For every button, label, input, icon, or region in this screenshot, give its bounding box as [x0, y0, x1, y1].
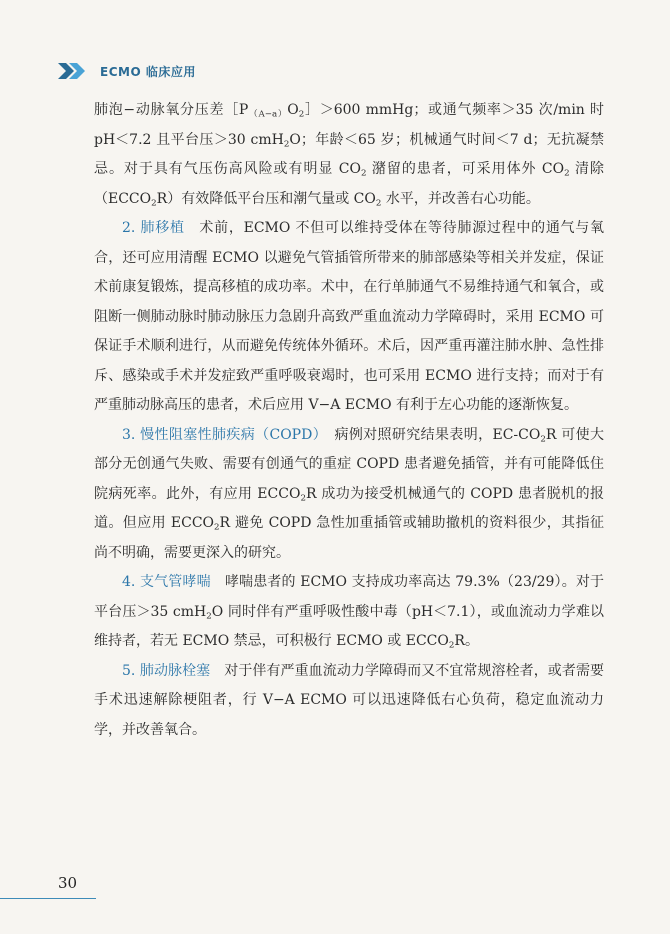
double-chevron-right-icon: [58, 63, 88, 79]
subscript: 2: [375, 198, 382, 209]
page-body: [94, 96, 604, 745]
section-heading-pulmonary-embolism: 5. 肺动脉栓塞: [122, 662, 211, 679]
text-segment: R 成功为接受机械通气的 COPD 患者脱机的报道。但应用 ECCO: [94, 485, 604, 531]
subscript: 2: [214, 522, 220, 533]
text-segment: 术前，ECMO 不但可以维持受体在等待肺源过程中的通气与氧合，还可应用清醒 ECMO 以避免气管插管所带来的肺部感染等相关并发症，保证术前康复锻炼，提高移植的成功率。术中，在行单肺通气不易维持通气和氧合，或阻断一侧肺动脉时肺动脉压力急剧升高致严重血流动力学障碍时，采用 ECMO 可保证手术顺利进行，从而避免传统体外循环。术后，因严重再灌注肺水肿、急性排斥、感染或手术并发症致严重呼吸衰竭时，也可采用 ECMO 进行支持；而对于有严重肺动脉高压的患者，术后应用 V−A ECMO 有利于左心功能的逐渐恢复。: [94, 220, 604, 413]
subscript: 2: [283, 139, 290, 150]
text-segment: O: [287, 102, 299, 118]
text-segment: ］＞600 mmHg；或通气频率＞35 次/min 时 pH＜7.2 且平台压＞30 cmH: [94, 102, 604, 148]
text-segment: 潴留的患者，可采用体外 CO: [366, 161, 565, 177]
subscript: 2: [360, 168, 367, 179]
text-segment: R 可使大部分无创通气失败、需要有创通气的重症 COPD 患者避免插管，并有可能降低住院病死率。此外，有应用 ECCO: [94, 426, 604, 502]
paragraph-copd: [94, 421, 604, 569]
subscript: 2: [151, 198, 157, 209]
paragraph-lung-transplant: [94, 214, 604, 421]
text-segment: 对于伴有严重血流动力学障碍而又不宜常规溶栓者，或者需要手术迅速解除梗阻者，行 V−A ECMO 可以迅速降低右心负荷，稳定血流动力学，并改善氧合。: [94, 662, 605, 738]
section-heading-asthma: 4. 支气管哮喘: [122, 574, 211, 590]
text-segment: R。: [454, 633, 479, 649]
section-heading-lung-transplant: 2. 肺移植: [122, 220, 185, 236]
paragraph-pulmonary-embolism: [94, 657, 604, 746]
text-segment: 病例对照研究结果表明，EC-CO: [320, 426, 541, 443]
page-number: 30: [58, 874, 78, 892]
subscript: 2: [448, 640, 455, 651]
text-segment: 肺泡−动脉氧分压差［P: [94, 102, 249, 118]
subscript: 2: [298, 109, 305, 120]
paragraph-continuation: [94, 96, 604, 214]
running-title: ECMO 临床应用: [100, 64, 196, 79]
running-header: [58, 60, 196, 82]
footer-rule: [0, 898, 96, 899]
text-segment: 哮喘患者的 ECMO 支持成功率高达 79.3%（23/29）。对于平台压＞35 cmH: [94, 574, 604, 620]
subscript: （A−a）: [248, 109, 288, 120]
subscript: 2: [300, 493, 306, 504]
text-segment: R 避免 COPD 急性加重插管或辅助撤机的资料很少，其指征尚不明确，需要更深入的研究。: [94, 515, 604, 561]
paragraph-asthma: [94, 568, 604, 657]
text-segment: 水平，并改善右心功能。: [381, 190, 540, 207]
text-segment: R）有效降低平台压和潮气量或 CO: [156, 190, 376, 207]
text-segment: O；年龄＜65 岁；机械通气时间＜7 d；无抗凝禁忌。对于具有气压伤高风险或有明显 CO: [94, 131, 604, 177]
section-heading-copd: 3. 慢性阻塞性肺疾病（COPD）: [122, 426, 321, 443]
subscript: 2: [206, 611, 212, 622]
text-segment: O 同时伴有严重呼吸性酸中毒（pH＜7.1），或血流动力学难以维持者，若无 ECMO 禁忌，可积极行 ECMO 或 ECCO: [94, 603, 604, 649]
text-segment: 清除（ECCO: [94, 161, 605, 207]
subscript: 2: [564, 168, 570, 179]
subscript: 2: [540, 434, 546, 445]
